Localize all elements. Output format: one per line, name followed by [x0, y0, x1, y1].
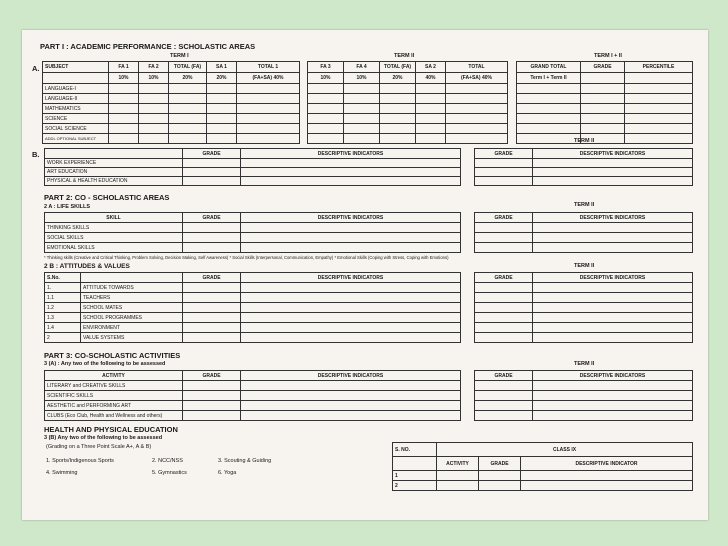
subject-row: SCIENCE	[43, 114, 109, 124]
header-descriptive: DESCRIPTIVE INDICATORS	[241, 149, 461, 159]
section-b-table	[44, 148, 461, 186]
header-sno: S. NO.	[393, 443, 437, 457]
grand-total-table	[516, 61, 693, 144]
header-total1: TOTAL 1	[237, 62, 300, 73]
header-subject: SUBJECT	[43, 62, 109, 73]
header-descriptive: DESCRIPTIVE INDICATOR	[521, 457, 693, 471]
activity-row: SCIENTIFIC SKILLS	[45, 391, 183, 401]
header-descriptive: DESCRIPTIVE INDICATORS	[533, 273, 693, 283]
header-fa1: FA 1	[109, 62, 139, 73]
section-b-label: B.	[32, 150, 40, 159]
header-fa2: FA 2	[139, 62, 169, 73]
attitudes-title: 2 B : ATTITUDES & VALUES	[44, 263, 130, 270]
pct-cell: 10%	[109, 73, 139, 84]
health-row-no: 1	[393, 471, 437, 481]
health-item: 2. NCC/NSS	[152, 458, 183, 464]
att-row: TEACHERS	[81, 293, 183, 303]
activities-table	[44, 370, 461, 421]
b-row: PHYSICAL & HEALTH EDUCATION	[45, 177, 183, 186]
header-percentile: PERCENTILE	[625, 62, 693, 73]
part3-subtitle: 3 (A) : Any two of the following to be assessed	[44, 361, 166, 367]
life-skill-row: THINKING SKILLS	[45, 223, 183, 233]
header-sno: S.No.	[45, 273, 81, 283]
pct-cell: (FA+SA) 40%	[237, 73, 300, 84]
term1-label: TERM I	[170, 53, 189, 59]
header-total-fa: TOTAL (FA)	[169, 62, 207, 73]
b-row: WORK EXPERIENCE	[45, 159, 183, 168]
header-descriptive: DESCRIPTIVE INDICATORS	[241, 371, 461, 381]
health-table	[392, 442, 693, 491]
header-total-fa2: TOTAL (FA)	[380, 62, 416, 73]
pct-cell: 20%	[380, 73, 416, 84]
part3-title: PART 3: CO-SCHOLASTIC ACTIVITIES	[44, 351, 181, 360]
term2-life-label: TERM II	[574, 202, 595, 208]
health-title: HEALTH AND PHYSICAL EDUCATION	[44, 425, 178, 434]
pct-cell: 40%	[416, 73, 446, 84]
section-b-term2-table	[474, 148, 693, 186]
attitudes-term2-table	[474, 272, 693, 343]
activities-term2-table	[474, 370, 693, 421]
subject-row: SOCIAL SCIENCE	[43, 124, 109, 134]
life-skill-row: SOCIAL SKILLS	[45, 233, 183, 243]
att-no: 1.4	[45, 323, 81, 333]
term2-att-label: TERM II	[574, 263, 595, 269]
part1-title: PART I : ACADEMIC PERFORMANCE : SCHOLASTIC AREAS	[40, 42, 256, 51]
subject-row: LANGUAGE-II	[43, 94, 109, 104]
header-grand-total: GRAND TOTAL	[517, 62, 581, 73]
health-grading: (Grading on a Three Point Scale A+, A & B)	[46, 444, 152, 450]
header-activity: ACTIVITY	[437, 457, 479, 471]
life-skills-title: 2 A : LIFE SKILLS	[44, 204, 91, 210]
header-sa1: SA 1	[207, 62, 237, 73]
life-skill-row: EMOTIONAL SKILLS	[45, 243, 183, 253]
activity-row: LITERARY and CREATIVE SKILLS	[45, 381, 183, 391]
activity-row: AESTHETIC and PERFORMING ART	[45, 401, 183, 411]
header-activity: ACTIVITY	[45, 371, 183, 381]
term1-table	[42, 61, 300, 144]
header-grade: GRADE	[183, 149, 241, 159]
activity-row: CLUBS (Eco Club, Health and Wellness and others)	[45, 411, 183, 421]
pct-cell: Term I + Term II	[517, 73, 581, 84]
pct-cell: 10%	[308, 73, 344, 84]
header-sa2: SA 2	[416, 62, 446, 73]
health-item: 4. Swimming	[46, 470, 78, 476]
health-item: 1. Sports/Indigenous Sports	[46, 458, 114, 464]
header-class: CLASS IX	[437, 443, 693, 457]
header-grade: GRADE	[475, 213, 533, 223]
att-row: ENVIRONMENT	[81, 323, 183, 333]
header-fa4: FA 4	[344, 62, 380, 73]
att-row: SCHOOL MATES	[81, 303, 183, 313]
health-item: 3. Scouting & Guiding	[218, 458, 272, 464]
att-no: 1.	[45, 283, 81, 293]
life-skills-footnote: * Thinking skills (Creative and Critical Thinking, Problem Solving, Decision Making, Self Awareness) * Social Skills (Interpersonal, Communication, Empathy) * Emotional Skills (Coping with Stress, Coping with Emotions)	[44, 255, 449, 260]
health-item: 5. Gymnastics	[152, 470, 187, 476]
pct-cell: (FA+SA) 40%	[446, 73, 508, 84]
header-grade: GRADE	[183, 371, 241, 381]
att-row: SCHOOL PROGRAMMES	[81, 313, 183, 323]
header-grade: GRADE	[479, 457, 521, 471]
pct-cell: 20%	[207, 73, 237, 84]
att-no: 1.2	[45, 303, 81, 313]
header-grade: GRADE	[475, 273, 533, 283]
header-grade: GRADE	[475, 149, 533, 159]
header-descriptive: DESCRIPTIVE INDICATORS	[241, 273, 461, 283]
subject-row: ADDL OPTIONAL SUBJECT	[43, 134, 109, 144]
life-skills-table	[44, 212, 461, 253]
term2-label: TERM II	[394, 53, 415, 59]
section-a-label: A.	[32, 64, 40, 73]
header-grade: GRADE	[581, 62, 625, 73]
pct-cell: 10%	[139, 73, 169, 84]
header-total2: TOTAL	[446, 62, 508, 73]
pct-cell: 10%	[344, 73, 380, 84]
subject-row: LANGUAGE-I	[43, 84, 109, 94]
subject-row: MATHEMATICS	[43, 104, 109, 114]
header-descriptive: DESCRIPTIVE INDICATORS	[533, 371, 693, 381]
header-skill: SKILL	[45, 213, 183, 223]
b-row: ART EDUCATION	[45, 168, 183, 177]
att-no: 1.1	[45, 293, 81, 303]
header-grade: GRADE	[183, 213, 241, 223]
health-row-no: 2	[393, 481, 437, 491]
life-skills-term2-table	[474, 212, 693, 253]
att-row: VALUE SYSTEMS	[81, 333, 183, 343]
attitudes-table	[44, 272, 461, 343]
header-descriptive: DESCRIPTIVE INDICATORS	[241, 213, 461, 223]
term12-label: TERM I + II	[594, 53, 622, 59]
header-grade: GRADE	[475, 371, 533, 381]
header-descriptive: DESCRIPTIVE INDICATORS	[533, 213, 693, 223]
att-no: 1.3	[45, 313, 81, 323]
term2-part3-label: TERM II	[574, 361, 595, 367]
header-fa3: FA 3	[308, 62, 344, 73]
att-row: ATTITUDE TOWARDS	[81, 283, 183, 293]
header-descriptive: DESCRIPTIVE INDICATORS	[533, 149, 693, 159]
term2-b-label: TERM II	[574, 138, 595, 144]
health-subtitle: 3 (B) Any two of the following to be assessed	[44, 435, 163, 441]
report-card-sheet	[22, 30, 708, 520]
term2-table	[307, 61, 508, 144]
part2-title: PART 2: CO - SCHOLASTIC AREAS	[44, 193, 170, 202]
header-grade: GRADE	[183, 273, 241, 283]
pct-cell	[43, 73, 109, 84]
pct-cell: 20%	[169, 73, 207, 84]
att-no: 2	[45, 333, 81, 343]
health-item: 6. Yoga	[218, 470, 237, 476]
